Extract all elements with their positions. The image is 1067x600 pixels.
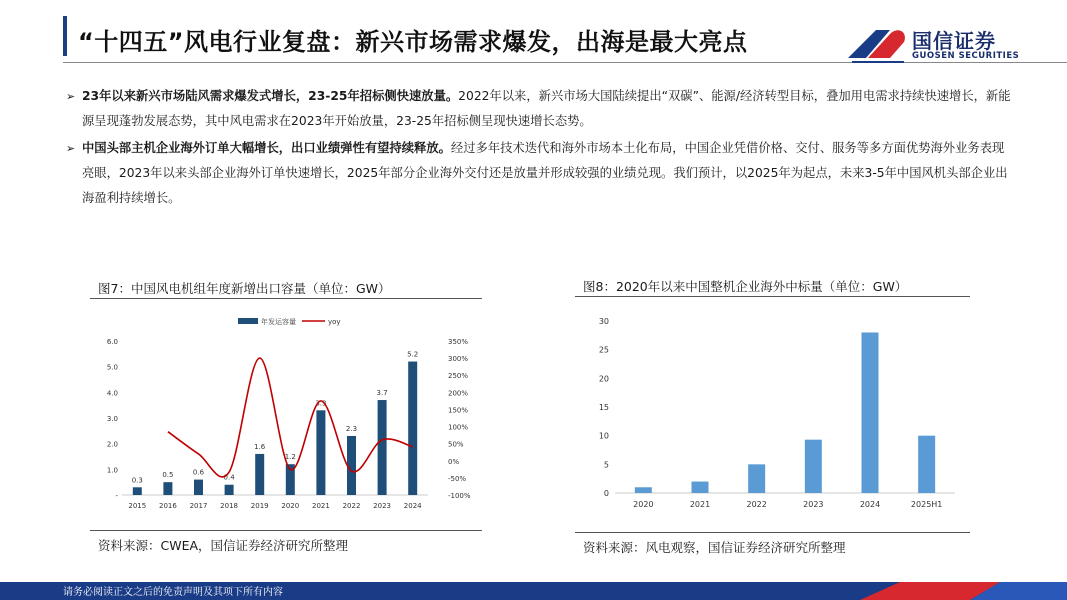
legend-swatch-bar bbox=[238, 318, 258, 324]
bullet-item bbox=[66, 136, 1011, 211]
x-tick-label: 2019 bbox=[250, 502, 269, 510]
y2-tick-label: 300% bbox=[448, 355, 469, 364]
figure7-title: 图7：中国风电机组年度新增出口容量（单位：GW） bbox=[98, 281, 391, 296]
arrow-bullet-icon: ➢ bbox=[66, 90, 76, 103]
arrow-bullet-icon: ➢ bbox=[66, 142, 76, 155]
y-tick-label: 2.0 bbox=[106, 440, 118, 449]
y2-tick-label: 250% bbox=[448, 372, 469, 381]
title-accent-bar bbox=[63, 16, 67, 56]
y2-tick-label: 50% bbox=[448, 440, 464, 449]
legend-label: 年发运容量 bbox=[261, 318, 296, 326]
y-tick-label: 10 bbox=[598, 431, 609, 441]
figure7-title-rule bbox=[90, 298, 482, 299]
bar bbox=[805, 440, 822, 493]
bullet-heading: 中国头部主机企业海外订单大幅增长，出口业绩弹性有望持续释放。 bbox=[82, 141, 451, 155]
bar bbox=[408, 362, 417, 495]
data-label: 1.6 bbox=[254, 442, 266, 451]
y2-tick-label: 100% bbox=[448, 423, 469, 432]
data-label: 0.6 bbox=[192, 468, 205, 477]
x-tick-label: 2021 bbox=[311, 502, 330, 510]
page-title: “十四五”风电行业复盘：新兴市场需求爆发，出海是最大亮点 bbox=[78, 28, 748, 56]
y2-tick-label: 0% bbox=[448, 457, 460, 466]
y-tick-label: 4.0 bbox=[106, 389, 118, 398]
x-tick-label: 2023 bbox=[803, 500, 824, 509]
bar bbox=[133, 487, 142, 495]
y2-tick-label: 150% bbox=[448, 406, 469, 415]
logo-mark-icon bbox=[846, 22, 910, 66]
y-tick-label: 5.0 bbox=[106, 363, 118, 372]
footer-accent-stripe bbox=[860, 582, 1067, 600]
data-label: 2.3 bbox=[345, 424, 358, 433]
x-tick-label: 2020 bbox=[281, 502, 300, 510]
x-tick-label: 2022 bbox=[746, 500, 767, 509]
data-label: 1.2 bbox=[284, 453, 296, 462]
data-label: 3.7 bbox=[376, 389, 388, 398]
data-label: 3.3 bbox=[315, 399, 327, 408]
data-label: 5.2 bbox=[407, 350, 419, 359]
figure8-bottom-rule bbox=[575, 532, 970, 533]
data-label: 0.4 bbox=[223, 473, 235, 482]
y2-tick-label: 350% bbox=[448, 338, 469, 346]
x-tick-label: 2018 bbox=[220, 502, 239, 510]
figure8-source: 资料来源：风电观察，国信证券经济研究所整理 bbox=[583, 540, 846, 555]
figure7-chart bbox=[90, 305, 485, 525]
bar bbox=[748, 464, 765, 493]
y-tick-label: 6.0 bbox=[106, 338, 118, 346]
bullet-item bbox=[66, 84, 1011, 134]
y-tick-label: 30 bbox=[598, 317, 609, 326]
y-tick-label: 3.0 bbox=[106, 415, 118, 423]
y-tick-label: 15 bbox=[598, 403, 609, 412]
x-tick-label: 2024 bbox=[403, 502, 422, 510]
y2-tick-label: -50% bbox=[448, 474, 467, 483]
y2-tick-label: -100% bbox=[448, 492, 471, 500]
bar bbox=[635, 487, 652, 493]
y2-tick-label: 200% bbox=[448, 389, 469, 398]
x-tick-label: 2021 bbox=[689, 500, 711, 509]
bar bbox=[316, 410, 325, 495]
bar bbox=[163, 482, 172, 495]
bar bbox=[255, 454, 264, 495]
figure7-bottom-rule bbox=[90, 530, 482, 531]
y-tick-label: 1.0 bbox=[106, 466, 118, 475]
bullet-heading: 23年以来新兴市场陆风需求爆发式增长，23-25年招标侧快速放量。 bbox=[82, 89, 459, 103]
y-tick-label: 20 bbox=[598, 374, 609, 384]
figure7-source: 资料来源：CWEA，国信证券经济研究所整理 bbox=[98, 538, 349, 553]
y-tick-label: 0 bbox=[603, 489, 609, 498]
legend-label: yoy bbox=[328, 318, 341, 326]
company-logo bbox=[846, 22, 1021, 66]
bar bbox=[194, 480, 203, 495]
figure8-title: 图8：2020年以来中国整机企业海外中标量（单位：GW） bbox=[583, 279, 908, 294]
x-tick-label: 2016 bbox=[158, 502, 177, 510]
data-label: 0.3 bbox=[131, 476, 143, 485]
y-tick-label: 25 bbox=[598, 345, 609, 355]
logo-text-en: GUOSEN SECURITIES bbox=[912, 51, 1020, 61]
bar bbox=[692, 482, 709, 493]
x-tick-label: 2020 bbox=[633, 500, 654, 509]
bullet-body: 经过多年技术迭代和海外市场本土化布局，中国企业凭借价格、交付、服务等多方面优势海外业务表现亮眼，2023年以来头部企业海外订单快速增长，2025年部分企业海外交付还是放量并形成较强的业绩兑现。我们预计，以2025年为起点，未来3-5年中国风机头部企业出海盈利持续增长。 bbox=[82, 141, 1008, 205]
x-tick-label: 2015 bbox=[128, 502, 147, 510]
x-tick-label: 2017 bbox=[189, 502, 208, 510]
bullet-body: 2022年以来，新兴市场大国陆续提出“双碳”、能源/经济转型目标，叠加用电需求持续快速增长，新能源呈现蓬勃发展态势，其中风电需求在2023年开始放量，23-25年招标侧呈现快速增长态势。 bbox=[82, 89, 1011, 128]
data-label: 0.5 bbox=[162, 471, 174, 480]
figure8-title-rule bbox=[575, 296, 970, 297]
figure8-chart bbox=[575, 305, 970, 525]
y-tick-label: 5 bbox=[603, 460, 609, 470]
x-tick-label: 2024 bbox=[859, 500, 881, 509]
bar bbox=[918, 436, 935, 493]
bar bbox=[862, 332, 879, 493]
logo-text-cn: 国信证券 bbox=[912, 29, 996, 53]
y-tick-label: - bbox=[115, 492, 118, 500]
bar bbox=[378, 400, 387, 495]
bar bbox=[225, 485, 234, 495]
footer-disclaimer: 请务必阅读正文之后的免责声明及其项下所有内容 bbox=[63, 587, 283, 598]
x-tick-label: 2023 bbox=[373, 502, 392, 510]
x-tick-label: 2025H1 bbox=[910, 500, 943, 509]
x-tick-label: 2022 bbox=[342, 502, 361, 510]
